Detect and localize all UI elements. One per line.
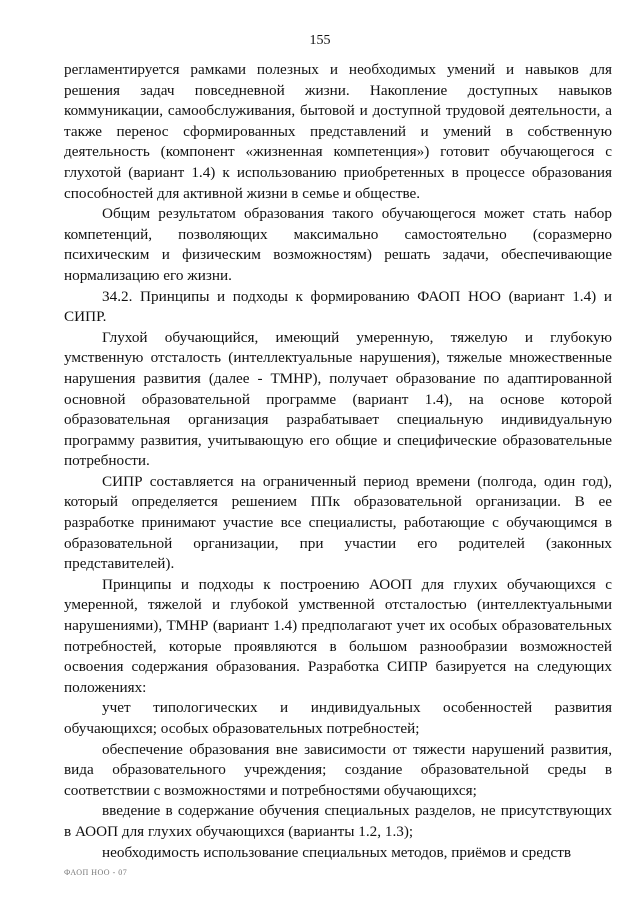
section-heading: 34.2. Принципы и подходы к формированию ФАОП НОО (вариант 1.4) и СИПР. bbox=[64, 287, 612, 326]
list-item: учет типологических и индивидуальных особенностей развития обучающихся; особых образовательных потребностей; bbox=[64, 699, 612, 737]
document-body bbox=[64, 60, 612, 863]
paragraph: Принципы и подходы к построению АООП для глухих обучающихся с умеренной, тяжелой и глубокой умственной отсталостью (интеллектуальными нарушениями), ТМНР (вариант 1.4) предполагают учет их особых образовательных потребностей, которые проявляются в большом разнообразии возможностей освоения содержания образования. Разработка СИПР базируется на следующих положениях: bbox=[64, 575, 612, 696]
list-item: введение в содержание обучения специальных разделов, не присутствующих в АООП для глухих обучающихся (варианты 1.2, 1.3); bbox=[64, 802, 612, 840]
paragraph: СИПР составляется на ограниченный период времени (полгода, один год), который определяется решением ППк образовательной организации. В ее разработке принимают участие все специалисты, работающие с обучающимся в образовательной организации, при участии его родителей (законных представителей). bbox=[64, 472, 612, 573]
paragraph: Глухой обучающийся, имеющий умеренную, тяжелую и глубокую умственную отсталость (интеллектуальные нарушения), тяжелые множественные нарушения развития (далее - ТМНР), получает образование по адаптированной основной образовательной программе (вариант 1.4), на основе которой образовательная организация разрабатывает специальную индивидуальную программу развития, учитывающую его общие и специфические образовательные потребности. bbox=[64, 328, 612, 470]
footer-code: ФАОП НОО - 07 bbox=[64, 868, 128, 877]
list-item: необходимость использование специальных методов, приёмов и средств bbox=[102, 843, 572, 861]
paragraph: регламентируется рамками полезных и необходимых умений и навыков для решения задач повседневной жизни. Накопление доступных навыков коммуникации, самообслуживания, бытовой и доступной трудовой деятельности, а также перенос сформированных представлений и умений в собственную деятельность (компонент «жизненная компетенция») готовит обучающегося с глухотой (вариант 1.4) к использованию приобретенных в процессе образования способностей для активной жизни в семье и обществе. bbox=[64, 61, 612, 202]
paragraph: Общим результатом образования такого обучающегося может стать набор компетенций, позволяющих максимально самостоятельно (соразмерно психическим и физическим возможностям) решать задачи, обеспечивающие нормализацию его жизни. bbox=[64, 205, 612, 284]
page-number: 155 bbox=[309, 33, 331, 48]
list-item: обеспечение образования вне зависимости от тяжести нарушений развития, вида образовательного учреждения; создание образовательной среды в соответствии с возможностями и потребностями обучающихся; bbox=[64, 740, 612, 799]
